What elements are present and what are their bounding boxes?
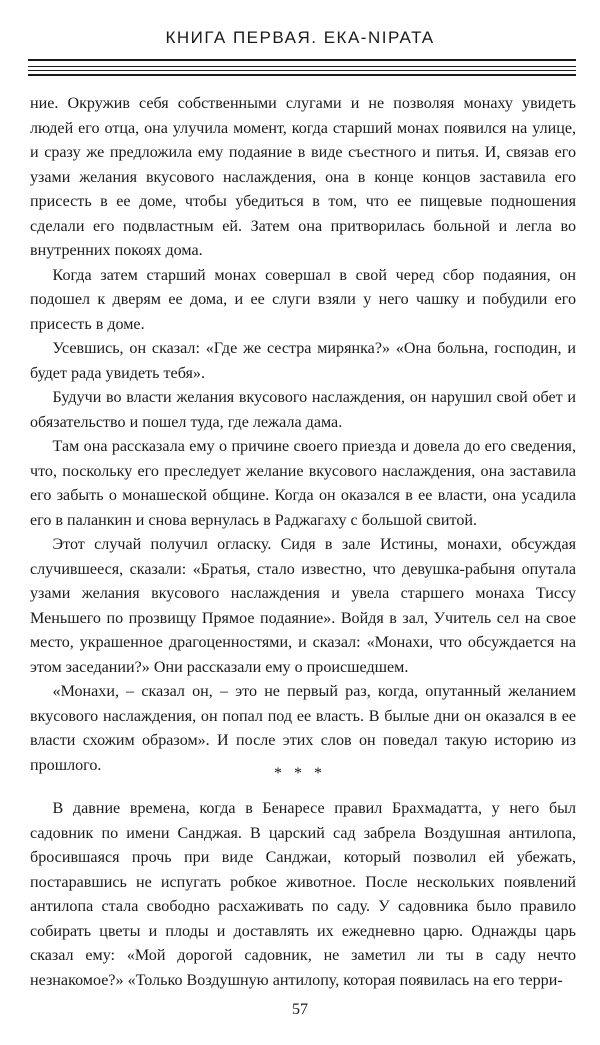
running-header: КНИГА ПЕРВАЯ. ЕКА-NIPATA bbox=[165, 28, 435, 47]
section-separator: * * * bbox=[274, 765, 326, 782]
paragraph: Усевшись, он сказал: «Где же сестра мирянка?» «Она больна, господин, и будет рада увидеть тебя». bbox=[30, 340, 576, 382]
header-rule-middle-1 bbox=[28, 66, 576, 67]
paragraph: Будучи во власти желания вкусового наслаждения, он нарушил свой обет и обязательство и пошел туда, где лежала дама. bbox=[30, 389, 576, 431]
paragraph-continued: ние. Окружив себя собственными слугами и не позволяя монаху увидеть людей его отца, она улучила момент, когда старший монах появился на улице, и сразу же предложила ему подаяние в виде съестного и питья. И, связав его узами желания вкусового наслаждения, она в конце концов заставила его присесть в ее доме, чтобы убедиться в том, что ее пищевые подношения сделали его подвластным ей. Затем она притворилась больной и легла во внутренних покоях дома. bbox=[30, 95, 576, 259]
header-rule-top bbox=[28, 59, 576, 61]
header-rule-middle-2 bbox=[28, 70, 576, 71]
paragraph: Этот случай получил огласку. Сидя в зале Истины, монахи, обсуждая случившееся, сказали: «Братья, стало известно, что девушка-рабыня опутала узами желания вкусового наслаждения и увела старшего монаха Тиссу Меньшего по прозвищу Прямое подаяние». Войдя в зал, Учитель сел на свое место, украшенное драгоценностями, и сказал: «Монахи, что обсуждается на этом заседании?» Они рассказали ему о происшедшем. bbox=[30, 536, 576, 676]
header-rule-bottom bbox=[28, 74, 576, 76]
paragraph: Когда затем старший монах совершал в свой черед сбор подаяния, он подошел к дверям ее дома, и ее слуги взяли у него чашку и побудили его присесть в доме. bbox=[30, 266, 576, 333]
main-text bbox=[30, 92, 576, 778]
story-text bbox=[30, 797, 576, 993]
story-paragraph: В давние времена, когда в Бенаресе правил Брахмадатта, у него был садовник по имени Санджая. В царский сад забрела Воздушная антилопа, бросившаяся прочь при виде Санджаи, который позволил ей убежать, постаравшись не испугать робкое животное. После нескольких появлений антилопа стала свободно расхаживать по саду. У садовника было правило собирать цветы и плоды и доставлять их ежедневно царю. Однажды царь сказал ему: «Мой дорогой садовник, не заметил ли ты в саду нечто незнакомое?» «Только Воздушную антилопу, которая появилась на его терри- bbox=[30, 800, 576, 989]
paragraph: Там она рассказала ему о причине своего приезда и довела до его сведения, что, поскольку его преследует желание вкусового наслаждения, она заставила его забыть о монашеской общине. Когда он оказался в ее власти, она усадила его в паланкин и снова вернулась в Раджагаху с большой свитой. bbox=[30, 438, 576, 529]
paragraph: «Монахи, – сказал он, – это не первый раз, когда, опутанный желанием вкусового наслаждения, он попал под ее власть. В былые дни он оказался в ее власти схожим образом». И после этих слов он поведал такую историю из прошлого. bbox=[30, 683, 576, 774]
page-number: 57 bbox=[292, 1001, 308, 1018]
